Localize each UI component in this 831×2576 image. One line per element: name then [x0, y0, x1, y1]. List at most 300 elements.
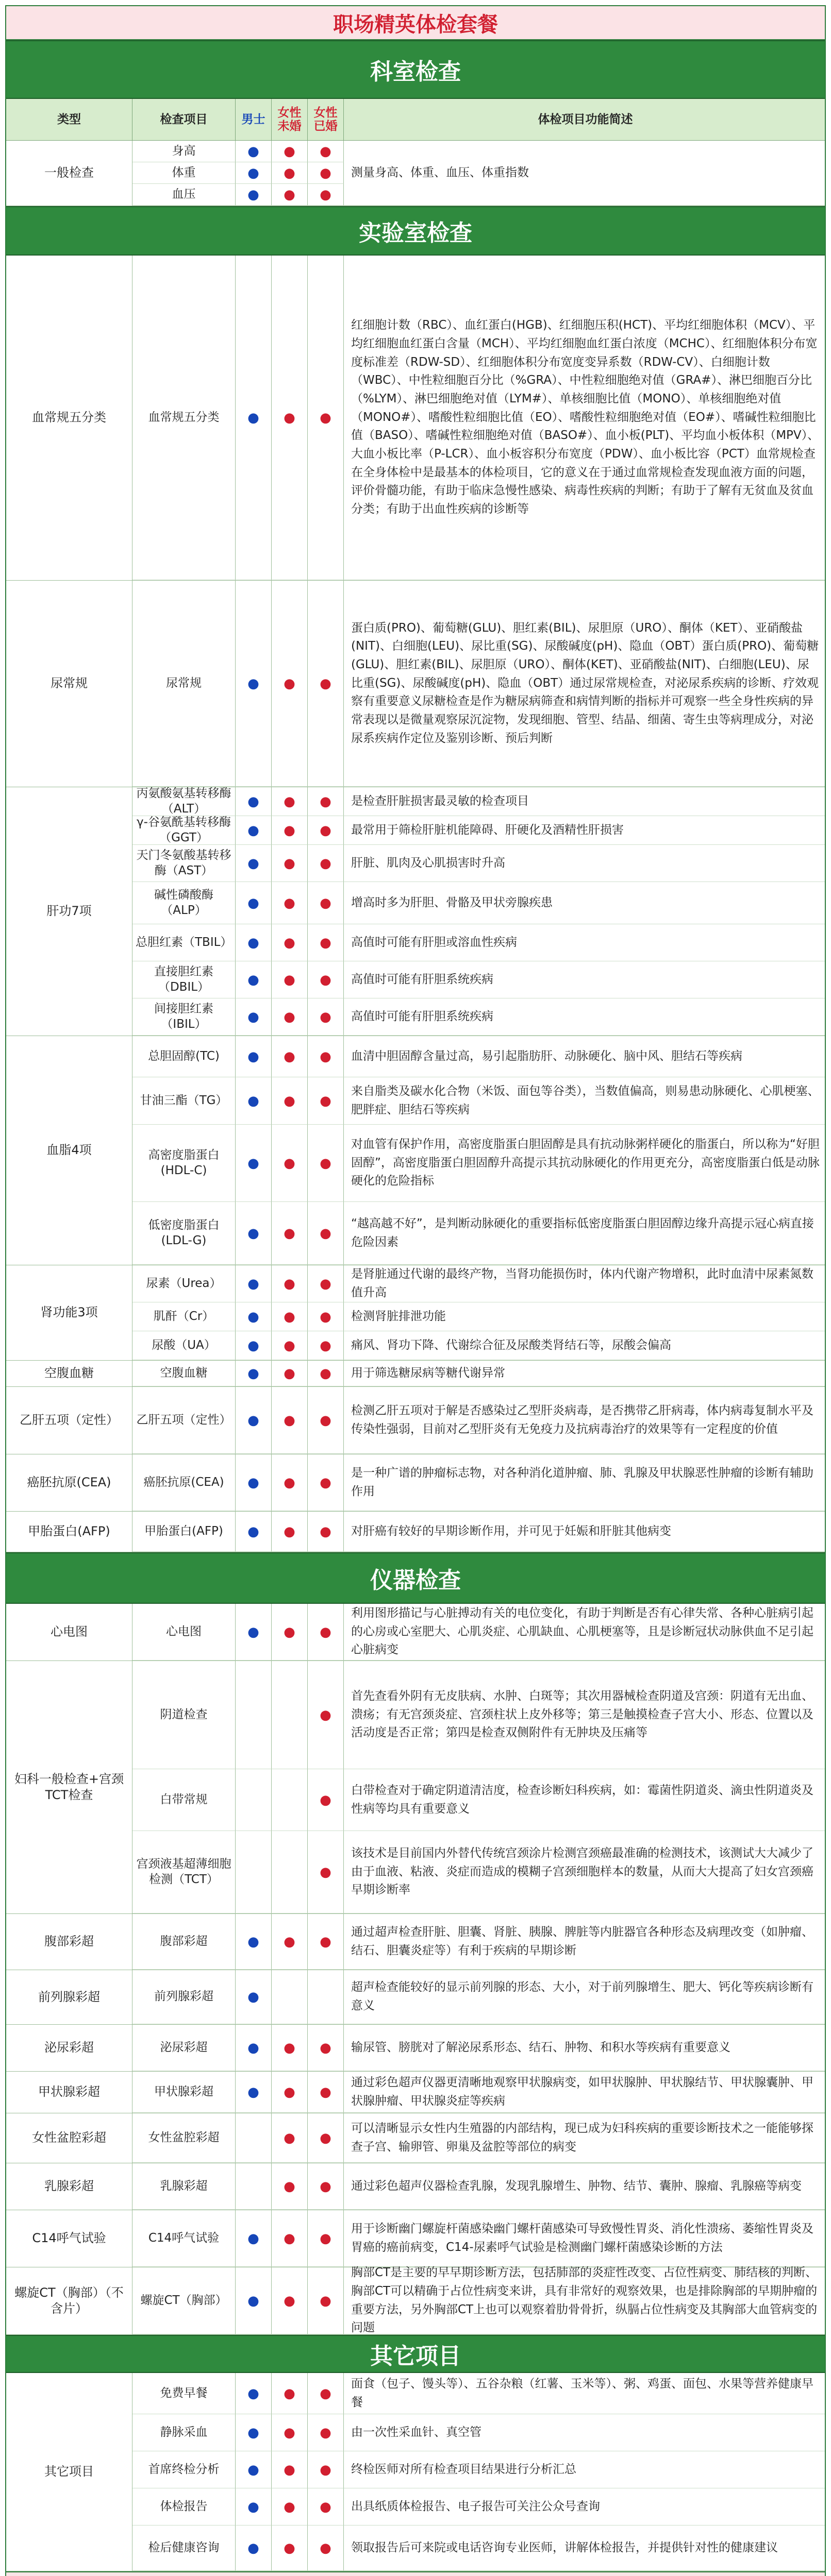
- item-cell: 阴道检查: [132, 1661, 236, 1769]
- included-dot-icon: ●: [320, 1048, 331, 1064]
- item-cell: 癌胚抗原(CEA): [132, 1454, 236, 1511]
- included-dot-icon: ●: [247, 1523, 259, 1539]
- female-single-mark: [272, 1769, 308, 1831]
- female-single-mark: [272, 2072, 308, 2113]
- female-married-mark: [308, 1265, 344, 1302]
- female-single-mark: [272, 882, 308, 924]
- description-cell: [344, 1077, 826, 1125]
- item-cell: 检后健康咨询: [132, 2526, 236, 2571]
- male-mark: [236, 1769, 272, 1831]
- included-dot-icon: ●: [247, 2499, 259, 2515]
- female-single-mark: [272, 2414, 308, 2451]
- table-group: [6, 581, 825, 787]
- included-dot-icon: ●: [284, 187, 295, 202]
- table-group: [6, 1361, 825, 1387]
- description-cell: [344, 882, 826, 924]
- description-cell: [344, 1331, 826, 1360]
- included-dot-icon: ●: [320, 1155, 331, 1171]
- female-married-mark: [308, 581, 344, 787]
- female-single-mark: [272, 1361, 308, 1386]
- included-dot-icon: ●: [284, 1276, 295, 1292]
- female-married-mark: [308, 1604, 344, 1660]
- male-mark: [236, 1036, 272, 1077]
- included-dot-icon: ●: [320, 1309, 331, 1325]
- female-married-mark: [308, 1512, 344, 1552]
- item-cell: 免费早餐: [132, 2373, 236, 2414]
- description-text: 增高时多为肝胆、骨骼及甲状旁腺疾患: [351, 895, 553, 909]
- item-cell: 白带常规: [132, 1769, 236, 1831]
- female-single-mark: [272, 961, 308, 998]
- description-text: 测量身高、体重、血压、体重指数: [351, 165, 529, 179]
- male-mark: [236, 1125, 272, 1202]
- included-dot-icon: ●: [247, 410, 259, 426]
- item-cell: 腹部彩超: [132, 1914, 236, 1970]
- included-dot-icon: ●: [320, 2293, 331, 2309]
- included-dot-icon: ●: [320, 1475, 331, 1490]
- item-cell: 碱性磷酸酶（ALP）: [132, 882, 236, 924]
- included-dot-icon: ●: [320, 2462, 331, 2478]
- description-cell: [344, 2267, 826, 2334]
- female-married-mark: [308, 787, 344, 816]
- male-mark: [236, 845, 272, 882]
- description-cell: [344, 845, 826, 882]
- item-cell: 尿素（Urea）: [132, 1265, 236, 1302]
- female-married-mark: [308, 162, 344, 184]
- category-cell: 甲状腺彩超: [6, 2072, 132, 2113]
- header-item: 检查项目: [132, 99, 236, 140]
- female-single-mark: [272, 1512, 308, 1552]
- description-cell: [344, 787, 826, 816]
- table-group: [6, 2267, 825, 2335]
- included-dot-icon: ●: [284, 895, 295, 911]
- description-text: 是检查肝脏损害最灵敏的检查项目: [351, 794, 529, 808]
- category-cell: 肝功7项: [6, 787, 132, 1036]
- description-text: 领取报告后可来院或电话咨询专业医师，讲解体检报告，并提供针对性的健康建议: [351, 2540, 778, 2554]
- female-married-mark: [308, 2113, 344, 2163]
- header-male: 男士: [236, 99, 272, 140]
- male-mark: [236, 924, 272, 961]
- included-dot-icon: ●: [320, 2425, 331, 2441]
- included-dot-icon: ●: [320, 1276, 331, 1292]
- description-cell: [344, 1125, 826, 1202]
- category-cell: C14呼气试验: [6, 2210, 132, 2267]
- male-mark: [236, 961, 272, 998]
- included-dot-icon: ●: [320, 2230, 331, 2246]
- description-text: 高值时可能有肝胆系统疾病: [351, 972, 493, 986]
- included-dot-icon: ●: [320, 855, 331, 871]
- header-category: 类型: [6, 99, 132, 140]
- description-text: 红细胞计数（RBC）、血红蛋白(HGB)、红细胞压积(HCT)、平均红细胞体积（MCV）、平均红细胞血红蛋白含量（MCH）、平均红细胞血红蛋白浓度（MCHC）、红细胞体积分布宽度标准差（RDW-SD）、红细胞体积分布宽度变异系数（RDW-CV）、白细胞计数（WBC）、中性粒细胞百分比（%GRA）、中性粒细胞绝对值（GRA#）、淋巴细胞百分比（%LYM）、淋巴细胞绝对值（LYM#）、单核细胞比值（MONO）、单核细胞绝对值（MONO#）、嗜酸性粒细胞比值（EO）、嗜酸性粒细胞绝对值（EO#）、嗜碱性粒细胞比值（BASO）、嗜碱性粒细胞绝对值（BASO#）、血小板(PLT)、平均血小板体积（MPV）、大血小板比率（P-LCR）、血小板容积分布宽度（PDW）、血小板比容（PCT）血常规检查在全身体检中是最基本的体检项目，它的意义在于通过血常规检查发现血液方面的问题，评价骨髓功能，有助于临床急慢性感染、病毒性疾病的判断；有助于了解有无贫血及贫血分类；有助于出血性疾病的诊断等: [351, 318, 820, 516]
- description-cell: [344, 141, 826, 206]
- description-text: 由一次性采血针、真空管: [351, 2425, 481, 2439]
- description-text: 通过彩色超声仪器更清晰地观察甲状腺病变，如甲状腺肿、甲状腺结节、甲状腺囊肿、甲状腺肿瘤、甲状腺炎症等疾病: [351, 2075, 813, 2108]
- description-cell: [344, 1265, 826, 1302]
- male-mark: [236, 2025, 272, 2071]
- item-cell: 心电图: [132, 1604, 236, 1660]
- category-cell: 妇科一般检查+宫颈TCT检查: [6, 1661, 132, 1913]
- included-dot-icon: ●: [284, 1337, 295, 1353]
- description-text: 是肾脏通过代谢的最终产物，当肾功能损伤时，体内代谢产物增积，此时血清中尿素氮数值升高: [351, 1267, 813, 1299]
- included-dot-icon: ●: [247, 1048, 259, 1064]
- female-married-mark: [308, 2526, 344, 2571]
- description-cell: [344, 1970, 826, 2024]
- female-single-mark: [272, 581, 308, 787]
- female-married-mark: [308, 2163, 344, 2210]
- female-married-mark: [308, 1302, 344, 1331]
- female-single-mark: [272, 2451, 308, 2488]
- description-text: 胸部CT是主要的早早期诊断方法，包括肺部的炎症性改变、占位性病变、肺结核的判断、胸部CT可以精确于占位性病变来讲，具有非常好的观察效果，也是排除胸部的早期肿瘤的重要方法，另外胸部CT上也可以观察着肋骨骨折，纵膈占位性病变及其胸部大血管病变的问题: [351, 2266, 818, 2335]
- male-mark: [236, 1302, 272, 1331]
- description-cell: [344, 1661, 826, 1769]
- description-text: 对肝癌有较好的早期诊断作用，并可见于妊娠和肝脏其他病变: [351, 1524, 671, 1538]
- female-single-mark: [272, 1604, 308, 1660]
- included-dot-icon: ●: [284, 1934, 295, 1950]
- included-dot-icon: ●: [247, 1225, 259, 1241]
- table-group: [6, 1036, 825, 1265]
- included-dot-icon: ●: [284, 972, 295, 988]
- included-dot-icon: ●: [247, 1475, 259, 1490]
- header-description: 体检项目功能简述: [538, 112, 633, 126]
- included-dot-icon: ●: [284, 1365, 295, 1381]
- female-married-mark: [308, 1970, 344, 2024]
- description-cell: [344, 1512, 826, 1552]
- included-dot-icon: ●: [320, 675, 331, 691]
- included-dot-icon: ●: [284, 2499, 295, 2515]
- table-group: [6, 1914, 825, 1970]
- description-text: 高值时可能有肝胆系统疾病: [351, 1009, 493, 1023]
- female-married-mark: [308, 1387, 344, 1454]
- category-cell: 螺旋CT（胸部）（不含片）: [6, 2267, 132, 2334]
- female-single-mark: [272, 1125, 308, 1202]
- included-dot-icon: ●: [284, 935, 295, 951]
- female-married-mark: [308, 1202, 344, 1265]
- description-text: 出具纸质体检报告、电子报告可关注公众号查询: [351, 2499, 600, 2513]
- category-cell: 甲胎蛋白(AFP): [6, 1512, 132, 1552]
- description-cell: [344, 256, 826, 580]
- male-mark: [236, 2414, 272, 2451]
- male-mark: [236, 2210, 272, 2267]
- female-married-mark: [308, 1454, 344, 1511]
- item-cell: 体检报告: [132, 2488, 236, 2526]
- included-dot-icon: ●: [284, 410, 295, 426]
- included-dot-icon: ●: [320, 822, 331, 838]
- section-title: 其它项目: [6, 2335, 825, 2373]
- female-married-mark: [308, 1831, 344, 1913]
- female-married-mark: [308, 2451, 344, 2488]
- description-text: 蛋白质(PRO)、葡萄糖(GLU)、胆红素(BIL)、尿胆原（URO）、酮体（KET）、亚硝酸盐(NIT)、白细胞(LEU)、尿比重(SG)、尿酸碱度(pH)、隐血（OBT）蛋白质(PRO)、葡萄糖(GLU)、胆红素(BIL)、尿胆原（URO）、酮体(KET)、亚硝酸盐(NIT)、白细胞(LEU)、尿比重(SG)、尿酸碱度(pH)、隐血（OBT）通过尿常规检查，对泌尿系疾病的诊断、疗效观察有重要意义尿糖检查是作为糖尿病筛查和病情判断的指标并可观察一些全身性疾病的异常表现以是微量观察尿沉淀物，发现细胞、管型、结晶、细菌、寄生虫等病理成分，对泌尿系疾病作定位及鉴别诊断、预后判断: [351, 621, 819, 745]
- included-dot-icon: ●: [284, 1624, 295, 1640]
- male-mark: [236, 787, 272, 816]
- section-title: 实验室检查: [6, 206, 825, 256]
- item-cell: 肌酐（Cr）: [132, 1302, 236, 1331]
- category-cell: 尿常规: [6, 581, 132, 787]
- included-dot-icon: ●: [320, 1412, 331, 1428]
- category-cell: 癌胚抗原(CEA): [6, 1454, 132, 1511]
- description-text: 最常用于筛检肝脏机能障碍、肝硬化及酒精性肝损害: [351, 823, 624, 837]
- item-cell: 丙氨酸氨基转移酶（ALT）: [132, 787, 236, 816]
- item-cell: 天门冬氨酸基转移酶（AST）: [132, 845, 236, 882]
- description-cell: [344, 961, 826, 998]
- included-dot-icon: ●: [320, 1093, 331, 1109]
- female-married-mark: [308, 1769, 344, 1831]
- included-dot-icon: ●: [247, 1337, 259, 1353]
- male-mark: [236, 1265, 272, 1302]
- included-dot-icon: ●: [320, 410, 331, 426]
- included-dot-icon: ●: [284, 2130, 295, 2146]
- male-mark: [236, 2072, 272, 2113]
- female-single-mark: [272, 2267, 308, 2334]
- female-married-mark: [308, 924, 344, 961]
- description-cell: [344, 1361, 826, 1386]
- male-mark: [236, 816, 272, 845]
- included-dot-icon: ●: [284, 1475, 295, 1490]
- description-text: 是一种广谱的肿瘤标志物，对各种消化道肿瘤、肺、乳腺及甲状腺恶性肿瘤的诊断有辅助作用: [351, 1466, 813, 1498]
- male-mark: [236, 2113, 272, 2163]
- female-single-mark: [272, 2488, 308, 2526]
- included-dot-icon: ●: [284, 2462, 295, 2478]
- item-cell: 空腹血糖: [132, 1361, 236, 1386]
- description-cell: [344, 1914, 826, 1970]
- table-group: [6, 2072, 825, 2113]
- included-dot-icon: ●: [284, 2084, 295, 2100]
- description-cell: [344, 581, 826, 787]
- description-text: 高值时可能有肝胆或溶血性疾病: [351, 935, 517, 949]
- description-text: 超声检查能较好的显示前列腺的形态、大小，对于前列腺增生、肥大、钙化等疾病诊断有意义: [351, 1980, 813, 2012]
- female-single-mark: [272, 141, 308, 162]
- included-dot-icon: ●: [247, 793, 259, 809]
- female-married-mark: [308, 2072, 344, 2113]
- category-cell: 前列腺彩超: [6, 1970, 132, 2024]
- male-mark: [236, 581, 272, 787]
- included-dot-icon: ●: [247, 143, 259, 159]
- female-married-mark: [308, 256, 344, 580]
- male-mark: [236, 1914, 272, 1970]
- included-dot-icon: ●: [284, 1309, 295, 1325]
- category-cell: 乳腺彩超: [6, 2163, 132, 2210]
- female-married-mark: [308, 2373, 344, 2414]
- item-cell: 螺旋CT（胸部）: [132, 2267, 236, 2334]
- included-dot-icon: ●: [320, 1009, 331, 1025]
- included-dot-icon: ●: [284, 675, 295, 691]
- item-cell: 甲胎蛋白(AFP): [132, 1512, 236, 1552]
- included-dot-icon: ●: [320, 1934, 331, 1950]
- item-cell: 甲状腺彩超: [132, 2072, 236, 2113]
- upgrade-note: [6, 2571, 825, 2576]
- male-mark: [236, 1077, 272, 1125]
- item-cell: 总胆红素（TBIL）: [132, 924, 236, 961]
- included-dot-icon: ●: [247, 972, 259, 988]
- table-group: [6, 1265, 825, 1361]
- included-dot-icon: ●: [320, 895, 331, 911]
- description-text: 输尿管、膀胱对了解泌尿系形态、结石、肿物、和积水等疾病有重要意义: [351, 2040, 730, 2054]
- included-dot-icon: ●: [320, 793, 331, 809]
- item-cell: 乳腺彩超: [132, 2163, 236, 2210]
- item-cell: 身高: [132, 141, 236, 162]
- description-cell: [344, 1202, 826, 1265]
- item-cell: 血压: [132, 184, 236, 206]
- description-text: 终检医师对所有检查项目结果进行分析汇总: [351, 2462, 576, 2476]
- category-cell: 心电图: [6, 1604, 132, 1660]
- male-mark: [236, 1512, 272, 1552]
- category-cell: 腹部彩超: [6, 1914, 132, 1970]
- table-group: [6, 1454, 825, 1512]
- included-dot-icon: ●: [247, 1989, 259, 2005]
- section-title: 仪器检查: [6, 1552, 825, 1604]
- included-dot-icon: ●: [320, 1523, 331, 1539]
- table-group: [6, 1661, 825, 1914]
- description-cell: [344, 2373, 826, 2414]
- female-married-mark: [308, 1331, 344, 1360]
- item-cell: 尿常规: [132, 581, 236, 787]
- included-dot-icon: ●: [247, 822, 259, 838]
- included-dot-icon: ●: [320, 2084, 331, 2100]
- description-cell: [344, 2025, 826, 2071]
- included-dot-icon: ●: [247, 187, 259, 202]
- category-cell: 一般检查: [6, 141, 132, 206]
- female-married-mark: [308, 2414, 344, 2451]
- included-dot-icon: ●: [284, 2178, 295, 2194]
- table-group: [6, 256, 825, 581]
- included-dot-icon: ●: [247, 1093, 259, 1109]
- female-married-mark: [308, 998, 344, 1036]
- female-married-mark: [308, 961, 344, 998]
- table-group: [6, 2373, 825, 2571]
- female-married-mark: [308, 1036, 344, 1077]
- included-dot-icon: ●: [284, 2293, 295, 2309]
- female-married-mark: [308, 141, 344, 162]
- included-dot-icon: ●: [247, 1155, 259, 1171]
- included-dot-icon: ●: [284, 1225, 295, 1241]
- included-dot-icon: ●: [247, 1276, 259, 1292]
- description-cell: [344, 2163, 826, 2210]
- female-single-mark: [272, 1265, 308, 1302]
- included-dot-icon: ●: [320, 2040, 331, 2056]
- female-married-mark: [308, 1361, 344, 1386]
- male-mark: [236, 1387, 272, 1454]
- item-cell: γ-谷氨酰基转移酶（GGT）: [132, 816, 236, 845]
- female-married-mark: [308, 882, 344, 924]
- male-mark: [236, 1361, 272, 1386]
- included-dot-icon: ●: [320, 1624, 331, 1640]
- description-cell: [344, 1302, 826, 1331]
- included-dot-icon: ●: [320, 165, 331, 181]
- included-dot-icon: ●: [247, 2040, 259, 2056]
- included-dot-icon: ●: [284, 822, 295, 838]
- included-dot-icon: ●: [247, 1309, 259, 1325]
- category-cell: 空腹血糖: [6, 1361, 132, 1386]
- description-text: 通过超声检查肝脏、胆囊、肾脏、胰腺、脾脏等内脏器官各种形态及病理改变（如肿瘤、结石、胆囊炎症等）有利于疾病的早期诊断: [351, 1925, 813, 1957]
- male-mark: [236, 1661, 272, 1769]
- description-text: 通过彩色超声仪器检查乳腺，发现乳腺增生、肿物、结节、囊肿、腺瘤、乳腺癌等病变: [351, 2179, 802, 2193]
- table-header: [6, 99, 825, 141]
- included-dot-icon: ●: [284, 793, 295, 809]
- female-single-mark: [272, 256, 308, 580]
- included-dot-icon: ●: [247, 1365, 259, 1381]
- male-mark: [236, 1831, 272, 1913]
- description-text: 血清中胆固醇含量过高，易引起脂肪肝、动脉硬化、脑中风、胆结石等疾病: [351, 1049, 742, 1063]
- female-single-mark: [272, 162, 308, 184]
- description-cell: [344, 1604, 826, 1660]
- description-cell: [344, 2526, 826, 2571]
- item-cell: 尿酸（UA）: [132, 1331, 236, 1360]
- included-dot-icon: ●: [284, 165, 295, 181]
- male-mark: [236, 2373, 272, 2414]
- table-group: [6, 141, 825, 206]
- description-cell: [344, 2072, 826, 2113]
- female-single-mark: [272, 845, 308, 882]
- included-dot-icon: ●: [247, 2462, 259, 2478]
- description-text: 白带检查对于确定阴道清洁度，检查诊断妇科疾病，如：霉菌性阴道炎、滴虫性阴道炎及性病等均具有重要意义: [351, 1783, 813, 1816]
- table-group: [6, 2113, 825, 2163]
- item-cell: 体重: [132, 162, 236, 184]
- included-dot-icon: ●: [247, 1412, 259, 1428]
- item-cell: 甘油三酯（TG）: [132, 1077, 236, 1125]
- description-cell: [344, 2451, 826, 2488]
- female-married-mark: [308, 2267, 344, 2334]
- table-group: [6, 2163, 825, 2210]
- female-married-mark: [308, 1914, 344, 1970]
- included-dot-icon: ●: [284, 1093, 295, 1109]
- table-group: [6, 1970, 825, 2025]
- table-group: [6, 1512, 825, 1552]
- female-single-mark: [272, 1661, 308, 1769]
- item-cell: 低密度脂蛋白(LDL-G): [132, 1202, 236, 1265]
- page-title: 职场精英体检套餐: [6, 6, 825, 40]
- female-married-mark: [308, 816, 344, 845]
- included-dot-icon: ●: [320, 1707, 331, 1723]
- included-dot-icon: ●: [320, 2499, 331, 2515]
- category-cell: 女性盆腔彩超: [6, 2113, 132, 2163]
- description-cell: [344, 2113, 826, 2163]
- item-cell: 血常规五分类: [132, 256, 236, 580]
- male-mark: [236, 162, 272, 184]
- female-single-mark: [272, 2163, 308, 2210]
- female-single-mark: [272, 998, 308, 1036]
- included-dot-icon: ●: [320, 2178, 331, 2194]
- female-single-mark: [272, 1970, 308, 2024]
- description-cell: [344, 998, 826, 1036]
- item-cell: 间接胆红素（IBIL）: [132, 998, 236, 1036]
- item-cell: 乙肝五项（定性）: [132, 1387, 236, 1454]
- description-cell: [344, 1387, 826, 1454]
- category-cell: 其它项目: [6, 2373, 132, 2571]
- content: [6, 40, 825, 2571]
- item-cell: 宫颈液基超薄细胞检测（TCT）: [132, 1831, 236, 1913]
- description-text: 用于诊断幽门螺旋杆菌感染幽门螺杆菌感染可导致慢性胃炎、消化性溃疡、萎缩性胃炎及胃癌的癌前病变，C14-尿素呼气试验是检测幽门螺杆菌感染诊断的方法: [351, 2222, 813, 2254]
- description-text: 利用图形描记与心脏搏动有关的电位变化，有助于判断是否有心律失常、各种心脏病引起的心房或心室肥大、心肌炎症、心肌缺血、心肌梗塞等，且是诊断冠状动脉供血不足引起心脏病变: [351, 1606, 813, 1657]
- item-cell: 前列腺彩超: [132, 1970, 236, 2024]
- table-group: [6, 2210, 825, 2267]
- female-single-mark: [272, 1077, 308, 1125]
- male-mark: [236, 2488, 272, 2526]
- female-single-mark: [272, 1914, 308, 1970]
- item-cell: 直接胆红素（DBIL）: [132, 961, 236, 998]
- description-text: 对血管有保护作用，高密度脂蛋白胆固醇是具有抗动脉粥样硬化的脂蛋白，所以称为“好胆固醇”，高密度脂蛋白胆固醇升高提示其抗动脉硬化的作用更充分，高密度脂蛋白低是动脉硬化的危险指标: [351, 1138, 820, 1188]
- section-title: 科室检查: [6, 40, 825, 99]
- female-married-mark: [308, 1125, 344, 1202]
- description-cell: [344, 2210, 826, 2267]
- included-dot-icon: ●: [284, 1412, 295, 1428]
- category-cell: 乙肝五项（定性）: [6, 1387, 132, 1454]
- male-mark: [236, 998, 272, 1036]
- included-dot-icon: ●: [284, 2230, 295, 2246]
- female-single-mark: [272, 1331, 308, 1360]
- included-dot-icon: ●: [284, 2385, 295, 2401]
- included-dot-icon: ●: [247, 675, 259, 691]
- included-dot-icon: ●: [284, 855, 295, 871]
- female-married-mark: [308, 845, 344, 882]
- female-single-mark: [272, 2373, 308, 2414]
